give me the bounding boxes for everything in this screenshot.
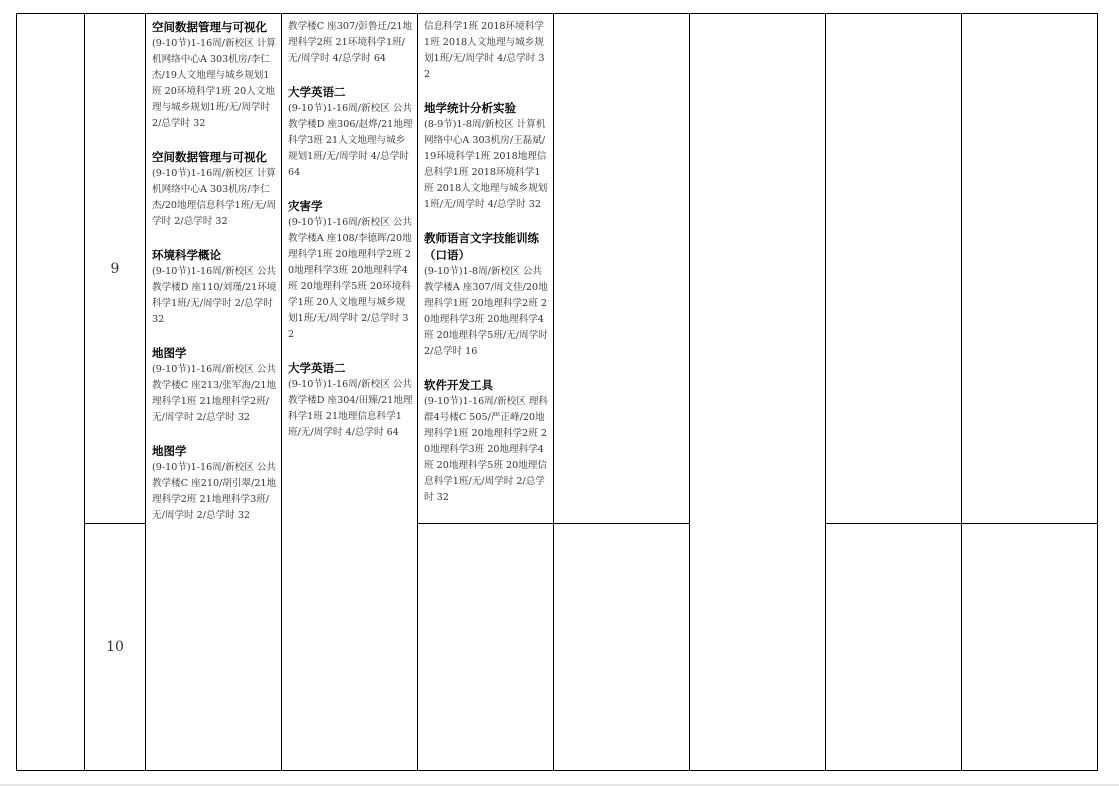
empty-slot-cell [554,524,690,771]
course-name: 地图学 [152,444,187,458]
period-number-cell: 9 [85,14,146,524]
course-detail: (9-10节)1-16周/新校区 公共教学楼C 座213/张军海/21地理科学1班 21地理科学2班/无/周学时 2/总学时 32 [152,364,277,423]
day-column-saturday [826,14,962,524]
course-detail: (9-10节)1-8周/新校区 公共教学楼A 座307/周文佳/20地理科学1班 20地理科学2班 20地理科学3班 20地理科学4班 20地理科学5班/无/周学时 2/总学时 16 [424,266,548,357]
course-entry [424,377,550,506]
course-entry [424,100,550,213]
course-name: 大学英语二 [288,85,346,99]
course-name: 灾害学 [288,199,323,213]
course-entry [288,19,414,67]
course-entry [288,198,414,343]
course-detail: (9-10节)1-16周/新校区 公共教学楼D 座306/赵烨/21地理科学3班 21人文地理与城乡规划1班/无/周学时 4/总学时 64 [288,103,413,178]
day-column-thursday [554,14,690,524]
course-name: 地图学 [152,346,187,360]
course-entry [424,19,550,83]
day-column-monday [146,14,282,771]
course-detail: (9-10节)1-16周/新校区 公共教学楼A 座108/李德晖/20地理科学1班 20地理科学2班 20地理科学3班 20地理科学4班 20地理科学5班 20环境科学1班 20人文地理与城乡规划1班/无/周学时 2/总学时 32 [288,217,413,340]
course-detail: 教学楼C 座307/彭鲁迁/21地理科学2班 21环境科学1班/无/周学时 4/总学时 64 [288,21,413,64]
course-name: 软件开发工具 [424,378,493,392]
period-number-cell: 10 [85,524,146,771]
course-entry [152,443,278,524]
course-detail: (9-10节)1-16周/新校区 公共教学楼C 座210/胡引翠/21地理科学2班 21地理科学3班/无/周学时 2/总学时 32 [152,462,277,521]
course-detail: (9-10节)1-16周/新校区 公共教学楼D 座304/田臻/21地理科学1班 21地理信息科学1班/无/周学时 4/总学时 64 [288,379,413,438]
course-entry [288,360,414,441]
course-entry [152,345,278,426]
course-detail: (9-10节)1-16周/新校区 理科群4号楼C 505/严正峰/20地理科学1班 20地理科学2班 20地理科学3班 20地理科学4班 20地理科学5班 20地理信息科学1班/无/周学时 2/总学时 32 [424,396,549,503]
course-entry [424,230,550,360]
course-detail: 信息科学1班 2018环境科学1班 2018人文地理与城乡规划1班/无/周学时 4/总学时 32 [424,21,545,80]
day-column-sunday [962,14,1098,524]
section-label-cell [17,14,85,771]
course-name: 空间数据管理与可视化 [152,20,267,34]
course-entry [152,247,278,328]
course-detail: (9-10节)1-16周/新校区 公共教学楼D 座110/刘瑾/21环境科学1班/无/周学时 2/总学时 32 [152,266,277,325]
course-name: 环境科学概论 [152,248,221,262]
timetable-grid [16,13,1098,771]
course-name: 大学英语二 [288,361,346,375]
day-column-friday [690,14,826,771]
course-name: 教师语言文字技能训练（口语） [424,231,539,262]
course-detail: (9-10节)1-16周/新校区 计算机网络中心A 303机房/李仁杰/20地理信息科学1班/无/周学时 2/总学时 32 [152,168,277,227]
course-entry [288,84,414,181]
course-entry [152,149,278,230]
course-detail: (8-9节)1-8周/新校区 计算机网络中心A 303机房/王磊斌/19环境科学1班 2018地理信息科学1班 2018环境科学1班 2018人文地理与城乡规划1班/无/周学时 4/总学时 32 [424,119,548,210]
day-column-wednesday [418,14,554,524]
course-name: 地学统计分析实验 [424,101,516,115]
empty-slot-cell [826,524,962,771]
empty-slot-cell [418,524,554,771]
empty-slot-cell [962,524,1098,771]
day-column-tuesday [282,14,418,771]
course-entry [152,19,278,132]
course-name: 空间数据管理与可视化 [152,150,267,164]
course-detail: (9-10节)1-16周/新校区 计算机网络中心A 303机房/李仁杰/19人文地理与城乡规划1班 20环境科学1班 20人文地理与城乡规划1班/无/周学时 2/总学时 32 [152,38,277,129]
